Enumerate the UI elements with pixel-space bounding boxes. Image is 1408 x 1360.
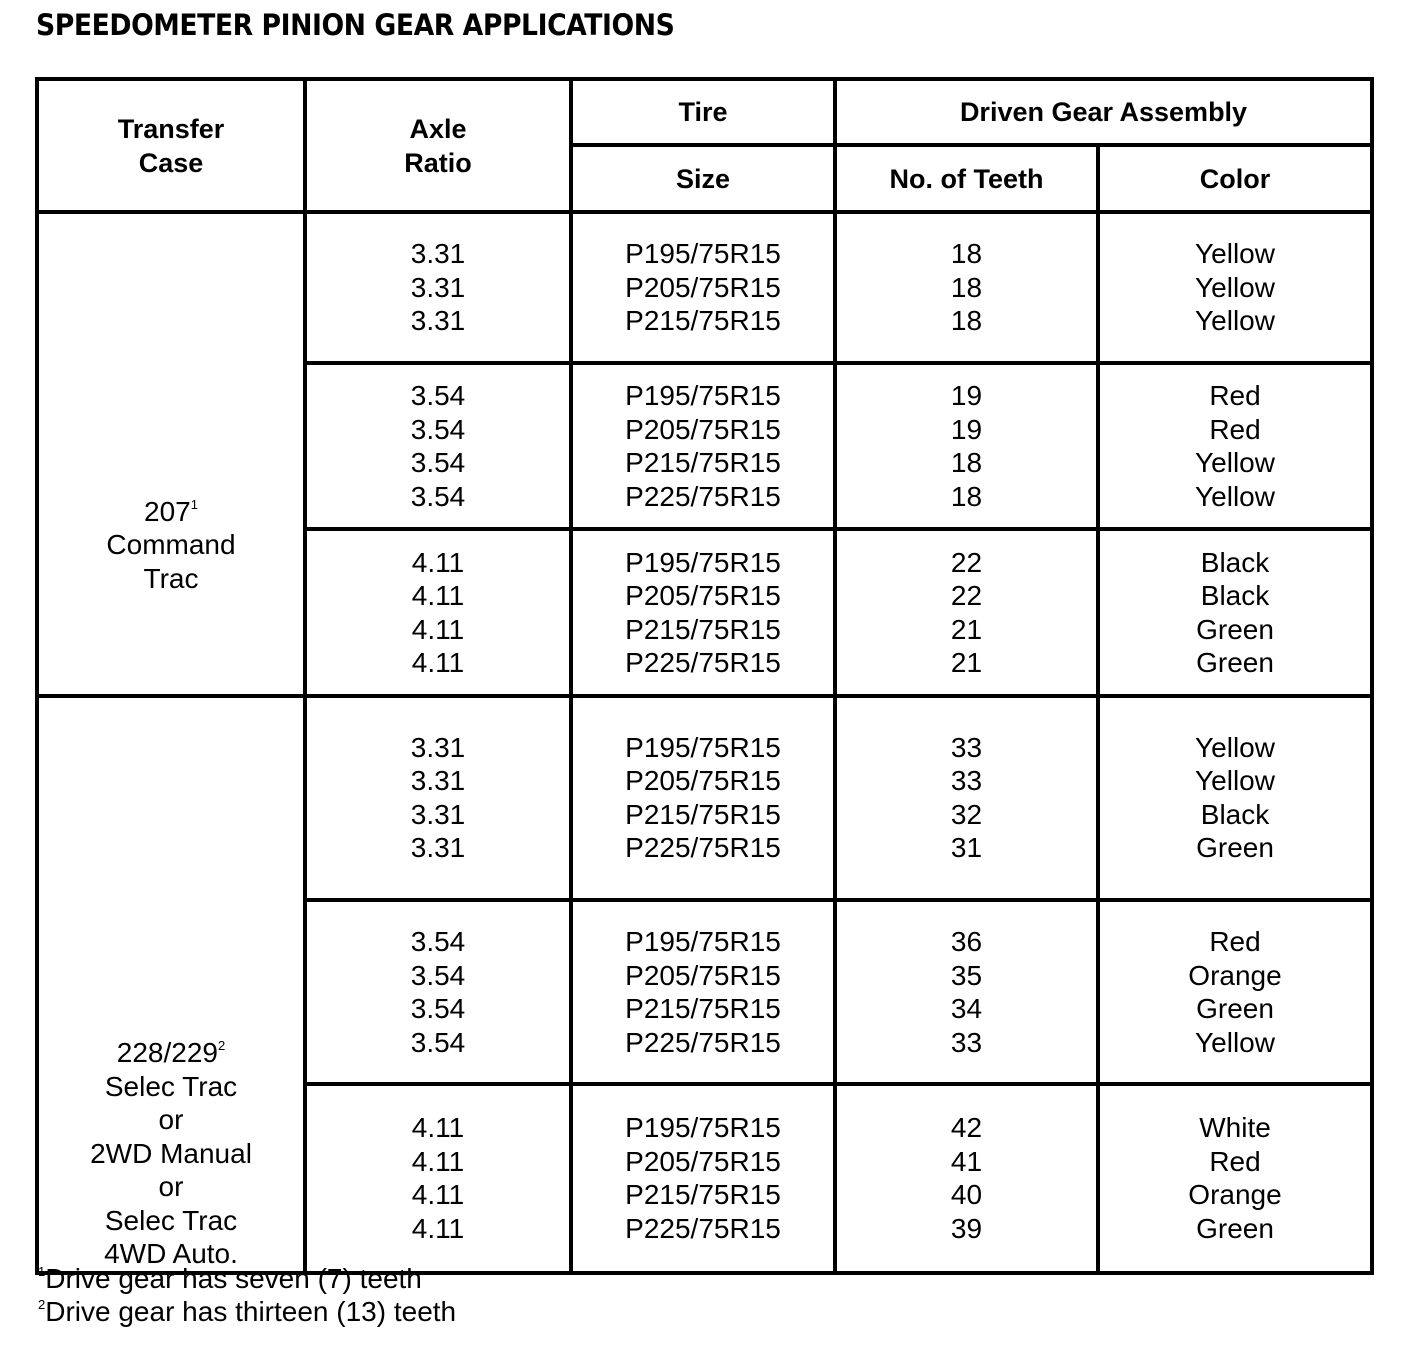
color-cell-value: Green	[1196, 832, 1274, 864]
tire-size-cell-value: P205/75R15	[625, 765, 781, 797]
tire-size-cell-value: P215/75R15	[625, 1179, 781, 1211]
color-cell-value: Red	[1209, 926, 1261, 958]
gear-applications-table	[35, 77, 1374, 1275]
tire-size-cell	[571, 529, 835, 696]
footnote-mark: 2	[38, 1297, 46, 1312]
no-of-teeth-cell-value: 33	[950, 765, 983, 797]
color-cell-value: White	[1199, 1112, 1271, 1144]
no-of-teeth-cell-value: 32	[950, 798, 983, 830]
no-of-teeth-cell-value: 21	[950, 647, 983, 678]
footnote	[38, 1262, 456, 1295]
tire-size-cell-value: P195/75R15	[625, 546, 781, 578]
tire-size-cell-value: P215/75R15	[625, 798, 781, 830]
no-of-teeth-cell-value: 18	[950, 447, 983, 478]
header-transfer-case-line: Transfer	[117, 113, 225, 144]
color-cell-value: Black	[1200, 546, 1270, 578]
color-cell-value: Black	[1200, 580, 1270, 611]
color-cell	[1098, 900, 1372, 1085]
color-cell-value: Yellow	[1195, 765, 1275, 797]
header-transfer-case-line: Case	[138, 147, 204, 178]
footnote-text: Drive gear has thirteen (13) teeth	[45, 1296, 457, 1327]
tire-size-cell	[571, 696, 835, 900]
no-of-teeth-cell-value: 31	[950, 832, 983, 864]
axle-ratio-cell-value: 4.11	[411, 546, 465, 578]
no-of-teeth-cell-value: 19	[950, 380, 983, 411]
axle-ratio-cell-value: 3.54	[410, 480, 466, 512]
axle-ratio-cell-value: 3.54	[410, 1026, 466, 1058]
no-of-teeth-cell-value: 22	[950, 546, 983, 578]
color-cell-value: Orange	[1188, 959, 1282, 991]
color-cell-value: Yellow	[1195, 447, 1275, 478]
no-of-teeth-cell-value: 41	[950, 1145, 983, 1177]
tire-size-cell	[571, 363, 835, 529]
tire-size-cell-value: P195/75R15	[625, 238, 781, 270]
no-of-teeth-cell-value: 40	[950, 1179, 983, 1211]
axle-ratio-cell-value: 3.31	[410, 271, 466, 303]
no-of-teeth-cell-value: 19	[950, 413, 983, 445]
no-of-teeth-cell-value: 21	[950, 613, 983, 645]
header-axle-ratio	[305, 79, 571, 212]
color-cell-value: Yellow	[1195, 480, 1275, 512]
axle-ratio-cell-value: 4.11	[411, 1145, 465, 1177]
axle-ratio-cell	[305, 1084, 571, 1272]
no-of-teeth-cell	[835, 900, 1098, 1085]
footnote-mark: 2	[217, 1038, 226, 1053]
tire-size-cell-value: P195/75R15	[625, 731, 781, 763]
no-of-teeth-cell-value: 33	[950, 731, 983, 763]
tire-size-cell-value: P215/75R15	[625, 447, 781, 478]
tire-size-cell-value: P215/75R15	[625, 613, 781, 645]
header-size: Size	[571, 145, 835, 212]
axle-ratio-cell	[305, 696, 571, 900]
no-of-teeth-cell-value: 18	[950, 480, 983, 512]
header-no-of-teeth: No. of Teeth	[835, 145, 1098, 212]
tire-size-cell-value: P225/75R15	[625, 647, 781, 678]
axle-ratio-cell-value: 3.31	[410, 765, 466, 797]
table-row	[37, 212, 1372, 363]
header-transfer-case	[37, 79, 305, 212]
transfer-case-desc-line: or	[158, 1104, 184, 1135]
axle-ratio-cell-value: 3.54	[410, 380, 466, 411]
color-cell-value: Yellow	[1195, 731, 1275, 763]
tire-size-cell-value: P205/75R15	[625, 959, 781, 991]
no-of-teeth-cell-value: 18	[950, 238, 983, 270]
no-of-teeth-cell	[835, 1084, 1098, 1272]
transfer-case-cell	[37, 212, 305, 696]
axle-ratio-cell-value: 4.11	[411, 1212, 465, 1244]
tire-size-cell-value: P225/75R15	[625, 1026, 781, 1058]
color-cell-value: Green	[1196, 993, 1274, 1025]
tire-size-cell-value: P195/75R15	[625, 380, 781, 411]
axle-ratio-cell-value: 3.31	[410, 305, 466, 337]
header-axle-ratio-line: Ratio	[404, 147, 472, 178]
axle-ratio-cell-value: 3.54	[410, 959, 466, 991]
axle-ratio-cell	[305, 900, 571, 1085]
color-cell-value: Red	[1209, 380, 1261, 411]
axle-ratio-cell-value: 4.11	[411, 1179, 465, 1211]
color-cell-value: Green	[1196, 647, 1274, 678]
axle-ratio-cell-value: 4.11	[411, 1112, 465, 1144]
color-cell-value: Green	[1196, 1212, 1274, 1244]
axle-ratio-cell-value: 4.11	[411, 580, 465, 611]
axle-ratio-cell-value: 4.11	[411, 613, 465, 645]
color-cell-value: Red	[1209, 413, 1261, 445]
page-title: SPEEDOMETER PINION GEAR APPLICATIONS	[36, 8, 675, 42]
footnote-mark: 1	[38, 1264, 46, 1279]
no-of-teeth-cell-value: 33	[950, 1026, 983, 1058]
axle-ratio-cell-value: 3.31	[410, 832, 466, 864]
tire-size-cell-value: P205/75R15	[625, 413, 781, 445]
tire-size-cell	[571, 1084, 835, 1272]
transfer-case-desc-line: 4WD Auto.	[104, 1238, 238, 1269]
no-of-teeth-cell	[835, 363, 1098, 529]
axle-ratio-cell-value: 3.54	[410, 413, 466, 445]
tire-size-cell-value: P215/75R15	[625, 305, 781, 337]
transfer-case-name: $207^1$	[144, 495, 198, 527]
no-of-teeth-cell	[835, 696, 1098, 900]
no-of-teeth-cell-value: 34	[950, 993, 983, 1025]
transfer-case-desc-line: Command	[106, 529, 236, 561]
color-cell-value: Yellow	[1195, 271, 1275, 303]
no-of-teeth-cell-value: 36	[950, 926, 983, 958]
no-of-teeth-cell	[835, 529, 1098, 696]
header-axle-ratio-line: Axle	[409, 113, 467, 144]
color-cell	[1098, 363, 1372, 529]
tire-size-cell	[571, 212, 835, 363]
axle-ratio-cell-value: 3.31	[410, 798, 466, 830]
transfer-case-name: $228/229^2$	[116, 1037, 226, 1068]
color-cell-value: Yellow	[1195, 238, 1275, 270]
no-of-teeth-cell-value: 39	[950, 1212, 983, 1244]
tire-size-cell-value: P225/75R15	[625, 1212, 781, 1244]
tire-size-cell-value: P195/75R15	[625, 926, 781, 958]
no-of-teeth-cell	[835, 212, 1098, 363]
axle-ratio-cell-value: 4.11	[411, 647, 465, 678]
no-of-teeth-cell-value: 18	[950, 305, 983, 337]
color-cell-value: Green	[1196, 613, 1274, 645]
no-of-teeth-cell-value: 35	[950, 959, 983, 991]
footnote-mark: 1	[190, 496, 198, 512]
header-color: Color	[1098, 145, 1372, 212]
tire-size-cell-value: P225/75R15	[625, 480, 781, 512]
tire-size-cell-value: P205/75R15	[625, 580, 781, 611]
axle-ratio-cell-value: 3.54	[410, 447, 466, 478]
color-cell	[1098, 1084, 1372, 1272]
axle-ratio-cell	[305, 529, 571, 696]
color-cell	[1098, 212, 1372, 363]
transfer-case-desc-line: Trac	[143, 562, 199, 594]
transfer-case-desc-line: 2WD Manual	[90, 1137, 252, 1169]
axle-ratio-cell	[305, 363, 571, 529]
color-cell	[1098, 696, 1372, 900]
color-cell-value: Black	[1200, 798, 1270, 830]
tire-size-cell-value: P205/75R15	[625, 1145, 781, 1177]
axle-ratio-cell	[305, 212, 571, 363]
color-cell-value: Orange	[1188, 1179, 1282, 1211]
axle-ratio-cell-value: 3.31	[410, 238, 466, 270]
tire-size-cell-value: P225/75R15	[625, 832, 781, 864]
color-cell	[1098, 529, 1372, 696]
no-of-teeth-cell-value: 42	[950, 1112, 983, 1144]
footnotes	[38, 1262, 456, 1328]
no-of-teeth-cell-value: 22	[950, 580, 983, 611]
footnote	[38, 1295, 456, 1328]
color-cell-value: Yellow	[1195, 1026, 1275, 1058]
table-row	[37, 696, 1372, 900]
tire-size-cell	[571, 900, 835, 1085]
tire-size-cell-value: P195/75R15	[625, 1112, 781, 1144]
transfer-case-cell	[37, 696, 305, 1273]
footnote-text: Drive gear has seven (7) teeth	[45, 1263, 422, 1294]
transfer-case-desc-line: Selec Trac	[104, 1204, 238, 1236]
transfer-case-desc-line: Selec Trac	[104, 1070, 238, 1102]
no-of-teeth-cell-value: 18	[950, 271, 983, 303]
color-cell-value: Red	[1209, 1145, 1261, 1177]
header-tire: Tire	[571, 79, 835, 145]
axle-ratio-cell-value: 3.31	[410, 731, 466, 763]
header-driven-gear-assembly: Driven Gear Assembly	[835, 79, 1372, 145]
transfer-case-desc-line: or	[158, 1171, 184, 1202]
tire-size-cell-value: P205/75R15	[625, 271, 781, 303]
tire-size-cell-value: P215/75R15	[625, 993, 781, 1025]
axle-ratio-cell-value: 3.54	[410, 993, 466, 1025]
axle-ratio-cell-value: 3.54	[410, 926, 466, 958]
color-cell-value: Yellow	[1195, 305, 1275, 337]
